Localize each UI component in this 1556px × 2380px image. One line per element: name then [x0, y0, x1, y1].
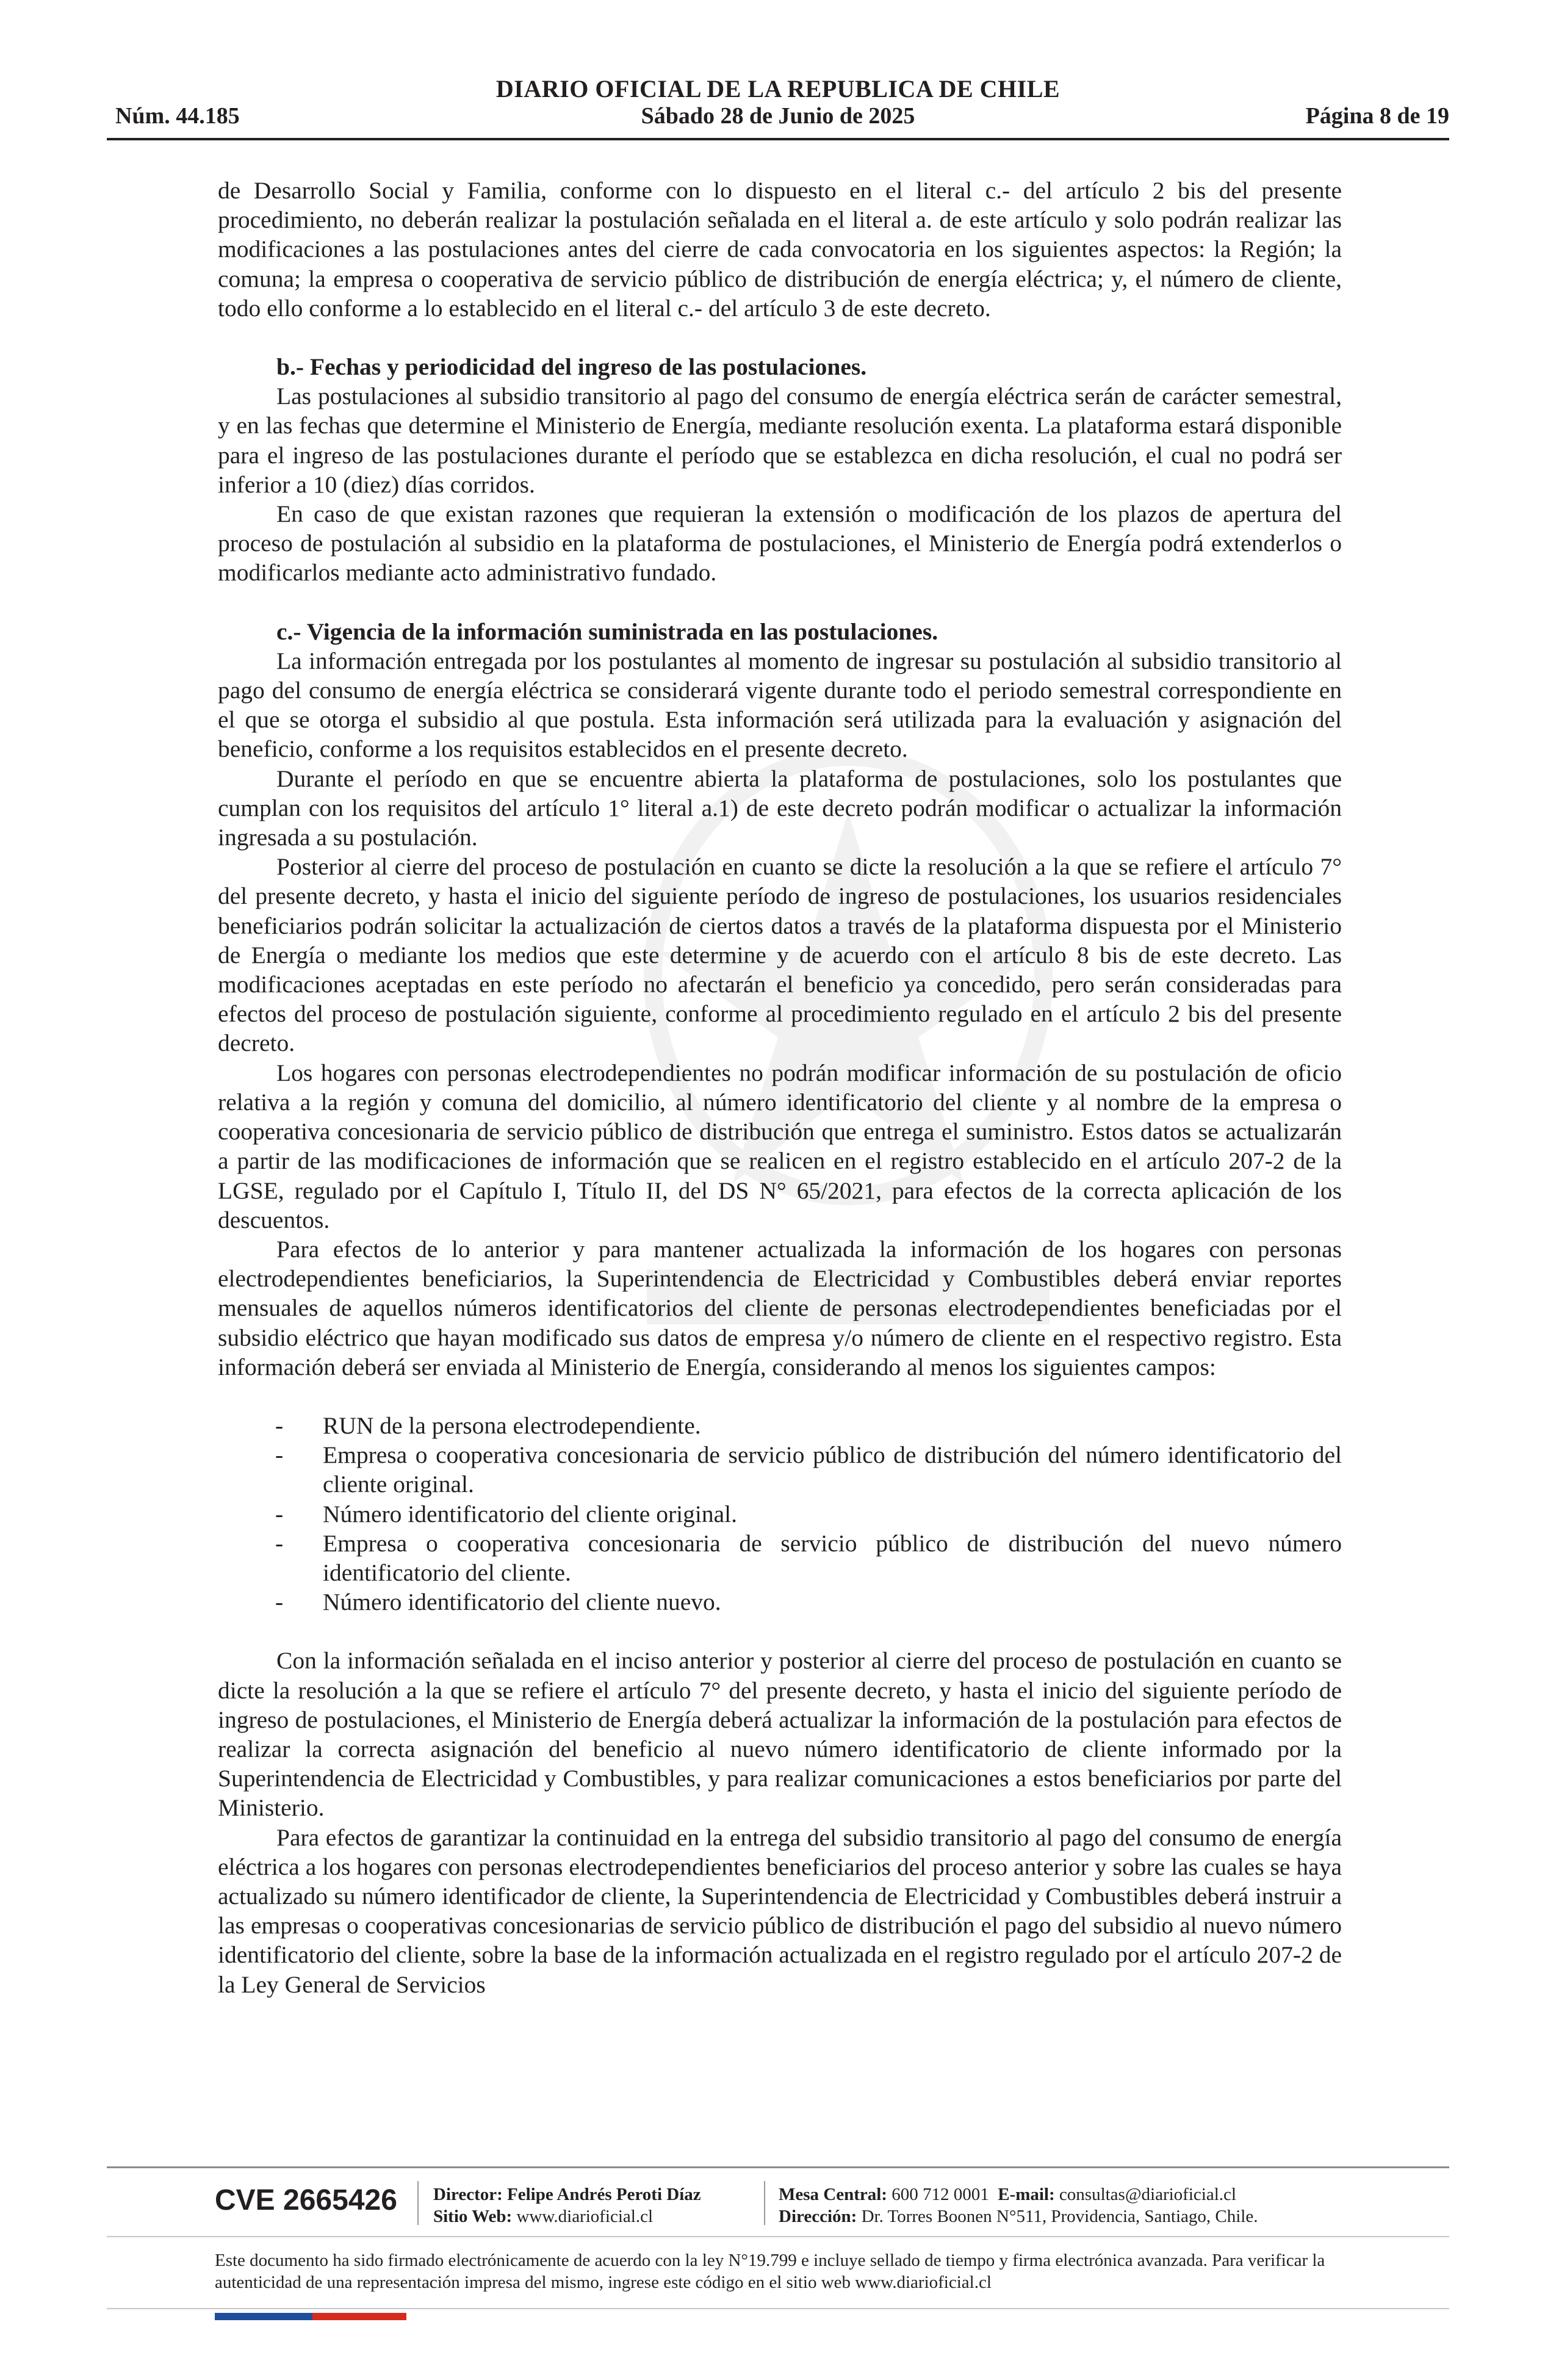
list-item [218, 1529, 1342, 1587]
phone-label: Mesa Central: [779, 2185, 887, 2204]
list-item [218, 1587, 1342, 1617]
paragraph: Para efectos de garantizar la continuidad en la entrega del subsidio transitorio al pago del consumo de energía eléctrica a los hogares con personas electrodependientes beneficiarios del proceso anterior y sobre las cuales se haya actualizado su número identificador de cliente, la Superintendencia de Electricidad y Combustibles deberá instruir a las empresas o cooperativas concesionarias de servicio público de distribución el pago del subsidio al nuevo número identificatorio del cliente, sobre la base de la información actualizada en el registro regulado por el artículo 207-2 de la Ley General de Servicios [218, 1823, 1342, 1998]
header-row [107, 103, 1449, 132]
director-label: Director: [433, 2185, 503, 2204]
footer-contact-block [779, 2183, 1258, 2227]
fields-list [218, 1411, 1342, 1617]
bullet-dash: - [275, 1441, 284, 1469]
list-item [218, 1499, 1342, 1529]
signature-disclaimer: Este documento ha sido firmado electrónicamente de acuerdo con la ley N°19.799 e incluye sellado de tiempo y firma electrónica avanzada. Para verificar la autenticidad de una representación impresa del mismo, ingrese este código en el sitio web www.diarioficial.cl [215, 2251, 1325, 2292]
paragraph: Con la información señalada en el inciso anterior y posterior al cierre del proceso de postulación en cuanto se dicte la resolución a la que se refiere el artículo 7° del presente decreto, y hasta el inicio del siguiente período de ingreso de postulaciones, el Ministerio de Energía deberá actualizar la información de la postulación para efectos de realizar la correcta asignación del beneficio al nuevo número identificatorio de cliente informado por la Superintendencia de Electricidad y Combustibles, y para realizar comunicaciones a estos beneficiarios por parte del Ministerio. [218, 1647, 1342, 1822]
address-value: Dr. Torres Boonen N°511, Providencia, Santiago, Chile. [861, 2207, 1258, 2226]
list-item-text: RUN de la persona electrodependiente. [323, 1412, 701, 1439]
page-number: Página 8 de 19 [1305, 103, 1449, 129]
list-item [218, 1440, 1342, 1499]
flag-stripe-blue [215, 2313, 312, 2320]
paragraph: Posterior al cierre del proceso de postulación en cuanto se dicte la resolución a la que se refiere el artículo 7° del presente decreto, y hasta el inicio del siguiente período de ingreso de postulaciones, los usuarios residenciales beneficiarios podrán solicitar la actualización de ciertos datos a través de la plataforma dispuesta por el Ministerio de Energía o mediante los medios que este determine y de acuerdo con el artículo 8 bis de este decreto. Las modificaciones aceptadas en este período no afectarán el beneficio ya concedido, pero serán consideradas para efectos del proceso de postulación siguiente, conforme al procedimiento regulado en el artículo 2 bis del presente decreto. [218, 853, 1342, 1057]
bullet-dash: - [275, 1529, 284, 1557]
paragraph: Las postulaciones al subsidio transitorio al pago del consumo de energía eléctrica serán de carácter semestral, y en las fechas que determine el Ministerio de Energía, mediante resolución exenta. La plataforma estará disponible para el ingreso de las postulaciones durante el período que se establezca en dicha resolución, el cual no podrá ser inferior a 10 (diez) días corridos. [218, 383, 1342, 498]
footer-divider [107, 2166, 1449, 2168]
cve-code: CVE 2665426 [215, 2184, 397, 2216]
flag-stripe-red [312, 2313, 406, 2320]
paragraph: Para efectos de lo anterior y para mantener actualizada la información de los hogares con personas electrodependientes beneficiarios, la Superintendencia de Electricidad y Combustibles deberá enviar reportes mensuales de aquellos números identificatorios del cliente de personas electrodependientes beneficiadas por el subsidio eléctrico que hayan modificado sus datos de empresa y/o número de cliente en el respectivo registro. Esta información deberá ser enviada al Ministerio de Energía, considerando al menos los siguientes campos: [218, 1235, 1342, 1380]
bullet-dash: - [275, 1588, 284, 1616]
paragraph: de Desarrollo Social y Familia, conforme con lo dispuesto en el literal c.- del artículo 2 bis del presente procedimiento, no deberán realizar la postulación señalada en el literal a. de este artículo y solo podrán realizar las modificaciones a las postulaciones antes del cierre de cada convocatoria en los siguientes aspectos: la Región; la comuna; la empresa o cooperativa de servicio público de distribución de energía eléctrica; y, el número de cliente, todo ello conforme a lo establecido en el literal c.- del artículo 3 de este decreto. [218, 177, 1342, 322]
email-label: E-mail: [998, 2185, 1055, 2204]
site-label: Sitio Web: [433, 2207, 513, 2226]
footer-divider [107, 2236, 1449, 2237]
footer-separator [764, 2181, 765, 2225]
footer-separator [417, 2181, 419, 2225]
footer-divider [107, 2308, 1449, 2309]
phone-value: 600 712 0001 [891, 2185, 989, 2204]
list-item-text: Empresa o cooperativa concesionaria de servicio público de distribución del nuevo número identificatorio del cliente. [323, 1529, 1342, 1586]
paragraph: Durante el período en que se encuentre abierta la plataforma de postulaciones, solo los postulantes que cumplan con los requisitos del artículo 1° literal a.1) de este decreto podrán modificar o actualizar la información ingresada a su postulación. [218, 765, 1342, 851]
header-divider [107, 138, 1449, 140]
paragraph: Los hogares con personas electrodependientes no podrán modificar información de su postulación de oficio relativa a la región y comuna del domicilio, al número identificatorio del cliente y al nombre de la empresa o cooperativa concesionaria de servicio público de distribución que entrega el suministro. Estos datos se actualizarán a partir de las modificaciones de información que se realicen en el registro establecido en el artículo 207-2 de la LGSE, regulado por el Capítulo I, Título II, del DS N° 65/2021, para efectos de la correcta aplicación de los descuentos. [218, 1059, 1342, 1233]
document-body [218, 176, 1342, 1999]
list-item-text: Número identificatorio del cliente nuevo. [323, 1588, 721, 1616]
paragraph: En caso de que existan razones que requieran la extensión o modificación de los plazos de apertura del proceso de postulación al subsidio en la plataforma de postulaciones, el Ministerio de Energía podrá extenderlos o modificarlos mediante acto administrativo fundado. [218, 500, 1342, 586]
bullet-dash: - [275, 1412, 284, 1439]
footer-director-block [433, 2183, 701, 2227]
list-item [218, 1411, 1342, 1440]
issue-date: Sábado 28 de Junio de 2025 [641, 103, 915, 129]
section-heading-b: b.- Fechas y periodicidad del ingreso de las postulaciones. [276, 353, 867, 381]
site-link[interactable]: www.diarioficial.cl [516, 2207, 654, 2226]
email-link[interactable]: consultas@diarioficial.cl [1059, 2185, 1236, 2204]
paragraph: La información entregada por los postulantes al momento de ingresar su postulación al subsidio transitorio al pago del consumo de energía eléctrica se considerará vigente durante todo el periodo semestral correspondiente en el que se otorga el subsidio al que postula. Esta información será utilizada para la evaluación y asignación del beneficio, conforme a los requisitos establecidos en el presente decreto. [218, 647, 1342, 763]
bullet-dash: - [275, 1500, 284, 1527]
list-item-text: Empresa o cooperativa concesionaria de servicio público de distribución del número identificatorio del cliente original. [323, 1441, 1342, 1498]
issue-number: Núm. 44.185 [115, 103, 240, 129]
newspaper-title: DIARIO OFICIAL DE LA REPUBLICA DE CHILE [495, 75, 1061, 103]
address-label: Dirección: [779, 2207, 857, 2226]
director-name: Felipe Andrés Peroti Díaz [507, 2185, 701, 2204]
list-item-text: Número identificatorio del cliente original. [323, 1500, 737, 1527]
section-heading-c: c.- Vigencia de la información suministrada en las postulaciones. [276, 618, 938, 645]
